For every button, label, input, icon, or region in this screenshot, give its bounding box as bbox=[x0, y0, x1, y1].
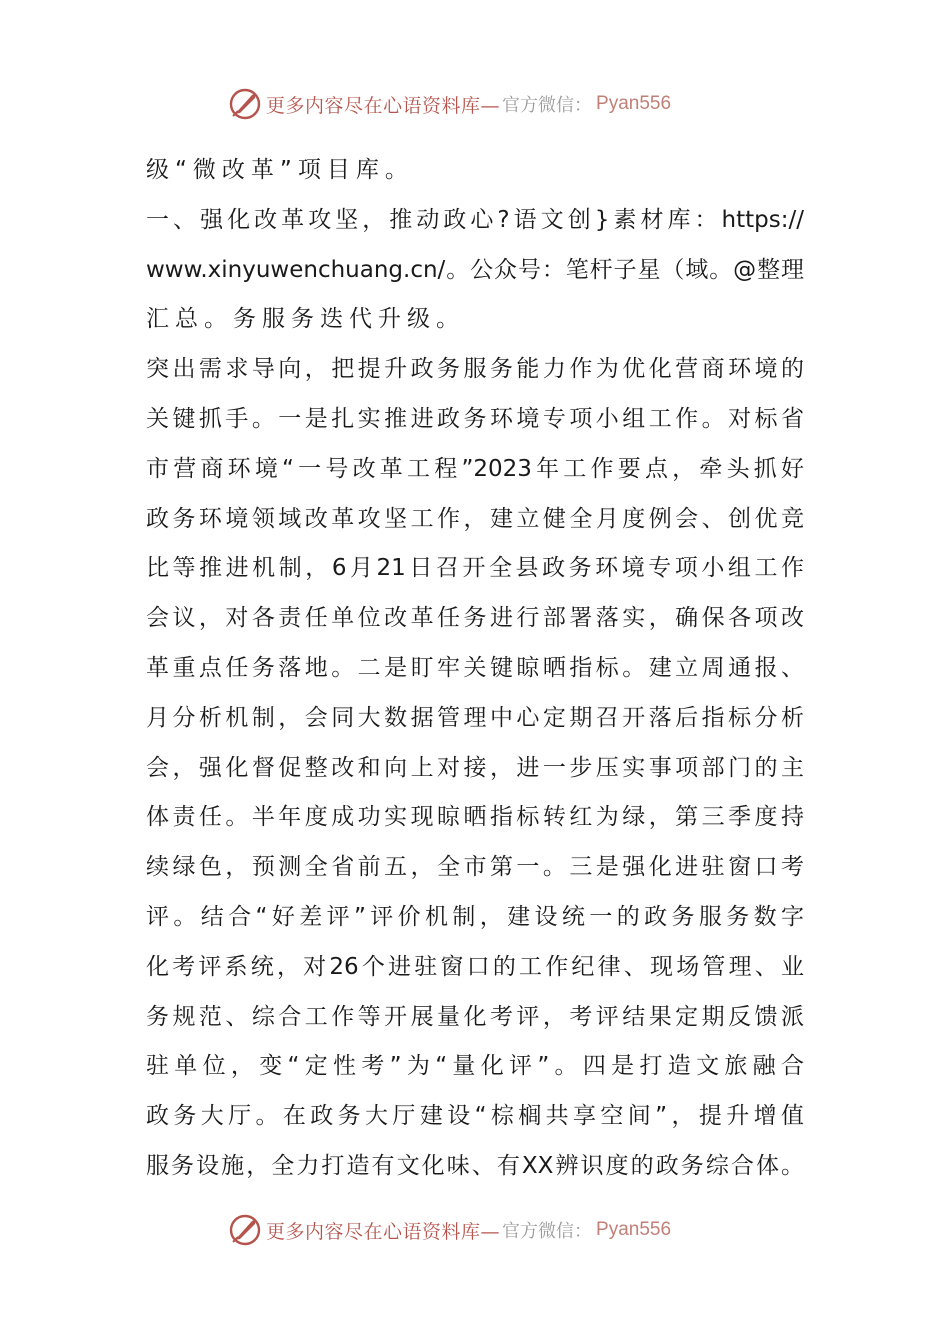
quill-pen-logo-icon bbox=[228, 1213, 262, 1247]
text-line: 一、强化改革攻坚，推动政心?语文创}素材库：https:// bbox=[146, 206, 804, 233]
text-line: 会，强化督促整改和向上对接，进一步压实事项部门的主 bbox=[146, 754, 804, 781]
text-line: 服务设施，全力打造有文化味、有XX辨识度的政务综合体。 bbox=[146, 1152, 804, 1179]
header-banner bbox=[228, 84, 748, 124]
text-line: 政务大厅。在政务大厅建设“棕榈共享空间”，提升增值 bbox=[146, 1103, 804, 1130]
text-line: 化考评系统，对26个进驻窗口的工作纪律、现场管理、业 bbox=[146, 953, 804, 980]
text-line: 政务环境领域改革攻坚工作，建立健全月度例会、创优竞 bbox=[146, 505, 804, 532]
text-line: 突出需求导向，把提升政务服务能力作为优化营商环境的 bbox=[146, 356, 804, 383]
document-body bbox=[146, 146, 804, 1192]
text-line: 会议，对各责任单位改革任务进行部署落实，确保各项改 bbox=[146, 605, 804, 632]
banner-wechat-label: 官方微信： bbox=[502, 95, 593, 116]
text-line: 比等推进机制，6月21日召开全县政务环境专项小组工作 bbox=[146, 555, 804, 582]
text-line: 革重点任务落地。二是盯牢关键晾晒指标。建立周通报、 bbox=[146, 654, 804, 681]
quill-pen-logo-icon bbox=[228, 87, 262, 121]
text-line: 市营商环境“一号改革工程”2023年工作要点，牵头抓好 bbox=[146, 455, 804, 482]
banner-wechat-id: Pyan556 bbox=[596, 93, 672, 114]
text-line: 关键抓手。一是扎实推进政务环境专项小组工作。对标省 bbox=[146, 405, 804, 432]
footer-wechat-id: Pyan556 bbox=[596, 1219, 672, 1240]
text-line: 驻单位，变“定性考”为“量化评”。四是打造文旅融合 bbox=[146, 1053, 804, 1080]
text-line: 月分析机制，会同大数据管理中心定期召开落后指标分析 bbox=[146, 704, 804, 731]
text-line: 级“微改革”项目库。 bbox=[146, 157, 414, 183]
footer-main-text: 更多内容尽在心语资料库— bbox=[266, 1220, 501, 1243]
footer-wechat-label: 官方微信： bbox=[502, 1221, 593, 1242]
text-line: 续绿色，预测全省前五，全市第一。三是强化进驻窗口考 bbox=[146, 854, 804, 881]
text-line: 体责任。半年度成功实现晾晒指标转红为绿，第三季度持 bbox=[146, 804, 804, 831]
footer-banner bbox=[228, 1210, 748, 1250]
text-line: 汇总。务服务迭代升级。 bbox=[146, 306, 465, 333]
text-line: www.xinyuwenchuang.cn/。公众号：笔杆子星（域。@整理 bbox=[146, 256, 804, 283]
text-line: 评。结合“好差评”评价机制，建设统一的政务服务数字 bbox=[146, 903, 804, 930]
banner-main-text: 更多内容尽在心语资料库— bbox=[266, 94, 501, 117]
text-line: 务规范、综合工作等开展量化考评，考评结果定期反馈派 bbox=[146, 1003, 804, 1030]
